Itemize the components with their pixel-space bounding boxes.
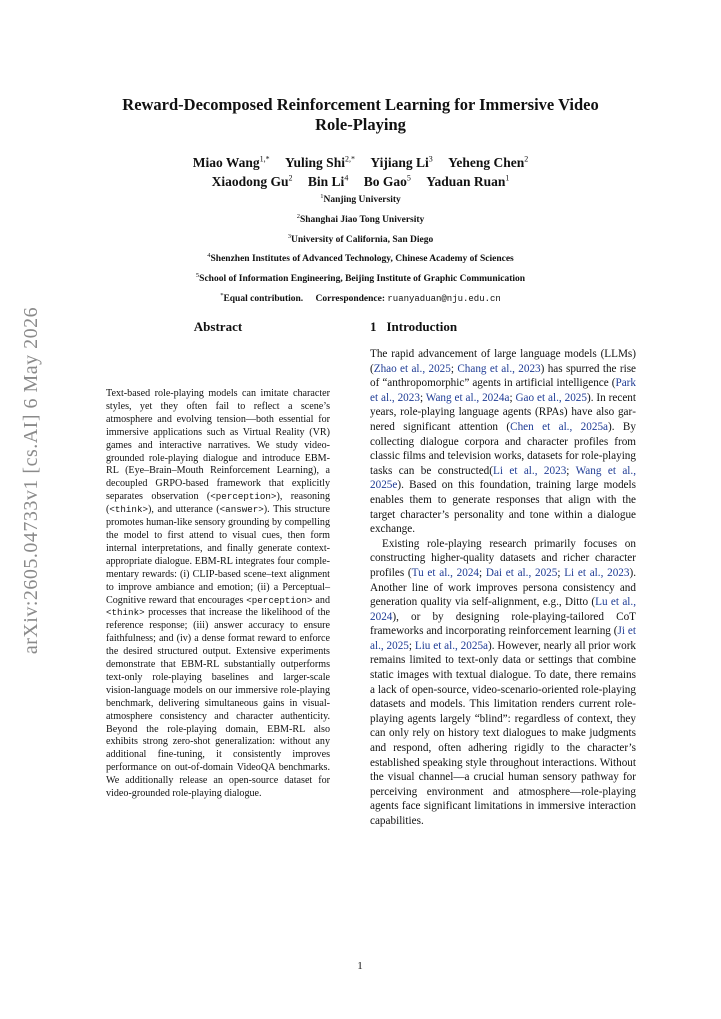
affiliation: $^3$University of California, San Diego (287, 232, 434, 245)
author-list (90, 151, 631, 190)
citation-link[interactable]: Li et al., 2023 (564, 566, 630, 579)
citation-link[interactable]: Tu et al., 2024 (411, 566, 480, 579)
citation-link[interactable]: Lu et al., 2024 (370, 596, 637, 623)
author: Bo Gao$^5$ (363, 173, 411, 189)
section-number: 1 (370, 319, 377, 334)
section-heading-introduction (370, 319, 636, 335)
citation-link[interactable]: Chen et al., 2025a (510, 420, 609, 433)
author: Miao Wang$^{1,*}$ (192, 154, 270, 170)
citation-link[interactable]: Zhao et al., 2025 (373, 362, 451, 375)
author: Xiaodong Gu$^2$ (211, 173, 293, 189)
citation-link[interactable]: Dai et al., 2025 (485, 566, 558, 579)
author: Yuling Shi$^{2,*}$ (285, 154, 355, 170)
title-line-2: Role-Playing (315, 115, 406, 134)
correspondence-email-link[interactable]: ruanyaduan@nju.edu.cn (387, 293, 501, 304)
citation-link[interactable]: Gao et al., 2025 (515, 391, 587, 404)
intro-paragraph-2: Existing role-playing research primarily focuses on constructing higher-quality datasets and richer character profiles (Tu et al., 2024; Dai et al., 2025; Li et al., 2023). Another line of work improves persona consistency and generation quality via self-alignment, e.g., Ditto (Lu et al., 2024), or by designing role-playing-tailored CoT frameworks and incorporating reinforcement learning (Ji et al., 2025; Liu et al., 2025a). However, nearly all prior work remains limited to text-only data or settings that combine static images with textual dialogue. To date, there remains a lack of open-source, video-scenario-oriented role-playing datasets and models. This limitation renders current role-playing agents largely “blind”: regardless of context, they can only rely on history text dialogues to make judgments and respond, often adhering rigidly to the character’s established speaking style throughout interactions. Without the visual channel—a crucial human sensory pathway for perceiving environment and atmosphere—role-playing agents face significant limitations in immersive interaction capabilities. (370, 537, 637, 827)
citation-link[interactable]: Wang et al., 2024a (425, 391, 510, 404)
author-row-1 (90, 151, 631, 171)
abstract-heading: Abstract (193, 319, 243, 334)
citation-link[interactable]: Ji et al., 2025 (370, 625, 636, 652)
author-row-2 (90, 171, 631, 191)
intro-paragraph-1: The rapid advancement of large language models (LLMs) (Zhao et al., 2025; Chang et al., 2023) has spurred the rise of “anthropomorphic” agents in artificial intelligence (Park et al., 2023; Wang et al., 2024a; Gao et al., 2025). In recent years, role-playing language agents (RPAs) have also garnered significant attention (Chen et al., 2025a). By collecting dialogue corpora and character profiles from classic films and television works, datasets for role-playing tasks can be constructed(Li et al., 2023; Wang et al., 2025e). Based on this foundation, training large models enables them to generate responses that align with the target character’s personality and tone within a dialogue exchange. (370, 348, 637, 536)
affiliation: $^1$Nanjing University (320, 193, 401, 206)
page-number: 1 (357, 960, 363, 972)
author: Yaduan Ruan$^1$ (426, 173, 510, 189)
author: Yijiang Li$^3$ (370, 154, 433, 170)
author: Yeheng Chen$^2$ (448, 154, 529, 170)
section-title: Introduction (386, 319, 458, 334)
affiliation: $^4$Shenzhen Institutes of Advanced Technology, Chinese Academy of Sciences (207, 252, 514, 265)
citation-link[interactable]: Park et al., 2023 (370, 377, 636, 404)
citation-link[interactable]: Chang et al., 2023 (457, 362, 541, 375)
arxiv-stamp (8, 300, 56, 660)
affiliation: $^2$Shanghai Jiao Tong University (296, 212, 425, 225)
introduction-body (370, 347, 636, 829)
arxiv-stamp-text: arXiv:2605.04733v1 [cs.AI] 6 May 2026 (20, 306, 43, 654)
title-line-1: Reward-Decomposed Reinforcement Learning for Immersive Video (122, 95, 599, 114)
citation-link[interactable]: Wang et al., 2025e (370, 464, 637, 492)
affiliation: $^5$School of Information Engineering, Beijing Institute of Graphic Communication (195, 272, 526, 285)
abstract-text: Text-based role-playing models can imitate character styles, yet they often fail to reflect a scene’s atmosphere and evolving tension—both essential for immersive applications such as Virtual Reality (VR) games and interactive narratives. We study video-grounded role-playing dialogue and introduce EBM-RL (Eye–Brain–Mouth Reinforcement Learning), a decoupled GRPO-based framework that explicitly separates observation (<perception>), reasoning (<think>), and utterance (<answer>). This structure promotes human-like sensory grounding by compelling the model to first attend to visual cues, then form internal interpretations, and finally generate context-appropriate dialogue. EBM-RL integrates four complementary rewards: (i) CLIP-based scene–text alignment to improve ambiance and emotion; (ii) a Perceptual–Cognitive reward that encourages <perception> and <think> processes that increase the likelihood of the reference response; (iii) answer accuracy to ensure faithfulness; and (iv) a dense format reward to enforce the desired structured output. Extensive experiments demonstrate that EBM-RL substantially outperforms text-only role-playing baselines and larger-scale vision-language models on our immersive role-playing benchmark, delivering simultaneous gains in visual-atmosphere consistency and character authenticity. Beyond the role-playing domain, EBM-RL also exhibits strong zero-shot generalization: without any additional fine-tuning, it consistently improves performance on out-of-domain VideoQA benchmarks. We additionally release an open-source dataset for video-grounded role-playing dialogue. (106, 388, 330, 800)
citation-link[interactable]: Li et al., 2023 (493, 464, 567, 477)
author: Bin Li$^4$ (307, 173, 349, 189)
paper-title (90, 95, 631, 135)
affiliation-list (90, 189, 631, 308)
citation-link[interactable]: Liu et al., 2025a (414, 639, 489, 652)
equal-contribution-note: *Equal contribution. Correspondence: ruanyaduan@nju.edu.cn (220, 291, 501, 304)
